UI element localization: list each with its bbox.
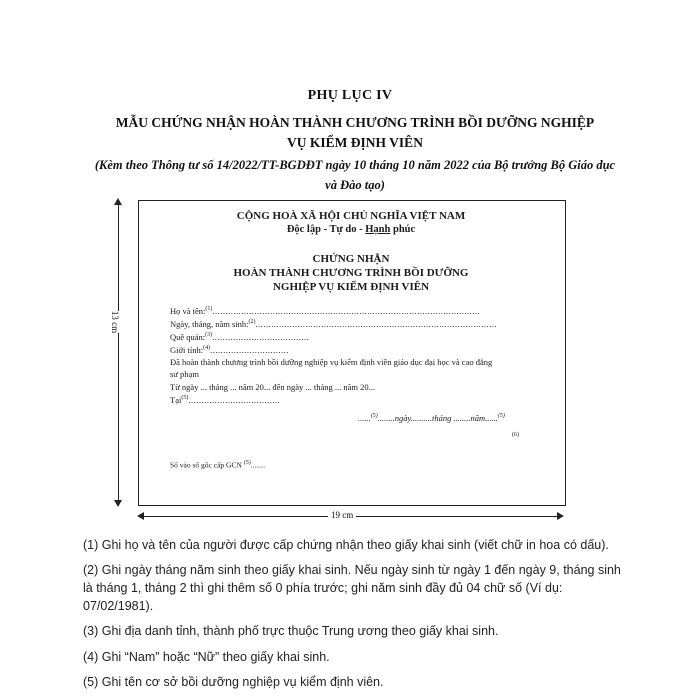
document-subtitle: (Kèm theo Thông tư số 14/2022/TT-BGDĐT ngày 10 tháng 10 năm 2022 của Bộ trưởng Bộ Giáo dục và Đào tạo) (94, 158, 616, 192)
motto-prefix: Độc lập - Tự do - (286, 224, 366, 235)
signature-ref (512, 432, 519, 442)
width-dimension-label: 19 cm (328, 510, 356, 520)
signature-ref-mark: (6) (512, 432, 519, 439)
note-2: (2) Ghi ngày tháng năm sinh theo giấy khai sinh. Nếu ngày sinh từ ngày 1 đến ngày 9, tháng sinh là tháng 1, tháng 2 thì ghi thêm số 0 phía trước; ghi năm sinh đầy đủ 04 chữ số (Ví dụ: 07/02/1981). (83, 563, 621, 613)
register-label: Số vào sổ gốc cấp GCN (170, 460, 242, 470)
note-5: (5) Ghi tên cơ sở bồi dưỡng nghiệp vụ kiểm định viên. (83, 675, 384, 689)
note-3: (3) Ghi địa danh tỉnh, thành phố trực thuộc Trung ương theo giấy khai sinh. (83, 624, 499, 638)
field-hometown (170, 332, 309, 342)
height-dimension-line (118, 203, 119, 504)
field-place (170, 395, 280, 405)
field-place-ref: (5) (181, 395, 189, 402)
field-gender-dots: .............................. (210, 345, 289, 355)
field-completed-line2: sư phạm (170, 369, 199, 379)
national-name: CỘNG HOÀ XÃ HỘI CHỦ NGHĨA VIỆT NAM (236, 210, 466, 222)
national-motto (138, 224, 564, 235)
note-4: (4) Ghi “Nam” hoặc “Nữ” theo giấy khai sinh. (83, 650, 330, 664)
appendix-label: PHỤ LỤC IV (307, 88, 393, 103)
field-dob-dots: ............................................................................................ (255, 319, 498, 329)
issue-date-line (358, 413, 505, 423)
certificate-heading-line3: NGHIỆP VỤ KIỂM ĐỊNH VIÊN (272, 281, 430, 293)
issue-date-ref: (5) (497, 413, 505, 420)
register-dots: ........ (250, 460, 266, 470)
height-arrow-bottom (114, 500, 122, 507)
issue-place-ref: (5) (370, 413, 378, 420)
field-hometown-dots: ..................................... (212, 332, 310, 342)
field-place-label: Tại (170, 395, 182, 405)
width-arrow-right (557, 512, 564, 520)
field-name (170, 306, 480, 316)
field-gender (170, 345, 289, 355)
certificate-heading: CHỨNG NHẬN (312, 253, 390, 265)
field-hometown-ref: (3) (205, 332, 213, 339)
field-gender-ref: (4) (203, 345, 211, 352)
document-title: MẪU CHỨNG NHẬN HOÀN THÀNH CHƯƠNG TRÌNH BỒI DƯỠNG NGHIỆP VỤ KIỂM ĐỊNH VIÊN (115, 115, 595, 150)
issue-place-dots: ...... (358, 413, 371, 423)
field-name-dots: ...................................................................................................... (212, 306, 481, 316)
field-dob-ref: (2) (248, 319, 256, 326)
field-period: Từ ngày ... tháng ... năm 20... đến ngày ... tháng ... năm 20... (170, 382, 376, 392)
register-ref: (5) (243, 460, 251, 466)
field-dob-label: Ngày, tháng, năm sinh: (170, 319, 249, 329)
field-completed-line1: Đã hoàn thành chương trình bồi dưỡng nghiệp vụ kiểm định viên giáo dục đại học và cao đẳng (170, 357, 493, 367)
field-name-ref: (1) (205, 306, 213, 313)
motto-underlined: Hạnh (365, 224, 391, 235)
motto-suffix: phúc (390, 224, 416, 235)
field-dob (170, 319, 497, 329)
field-place-dots: ................................... (188, 395, 281, 405)
field-name-label: Họ và tên: (170, 306, 206, 316)
height-dimension-label: 13 cm (110, 310, 121, 334)
field-hometown-label: Quê quán: (170, 332, 206, 342)
note-1: (1) Ghi họ và tên của người được cấp chứng nhận theo giấy khai sinh (viết chữ in hoa có dấu). (83, 538, 609, 552)
register-number (170, 460, 266, 470)
certificate-heading-line2: HOÀN THÀNH CHƯƠNG TRÌNH BỒI DƯỠNG (233, 267, 469, 279)
field-gender-label: Giới tính: (170, 345, 204, 355)
issue-date-dots: ........ngày..........tháng ........năm...... (377, 413, 498, 423)
